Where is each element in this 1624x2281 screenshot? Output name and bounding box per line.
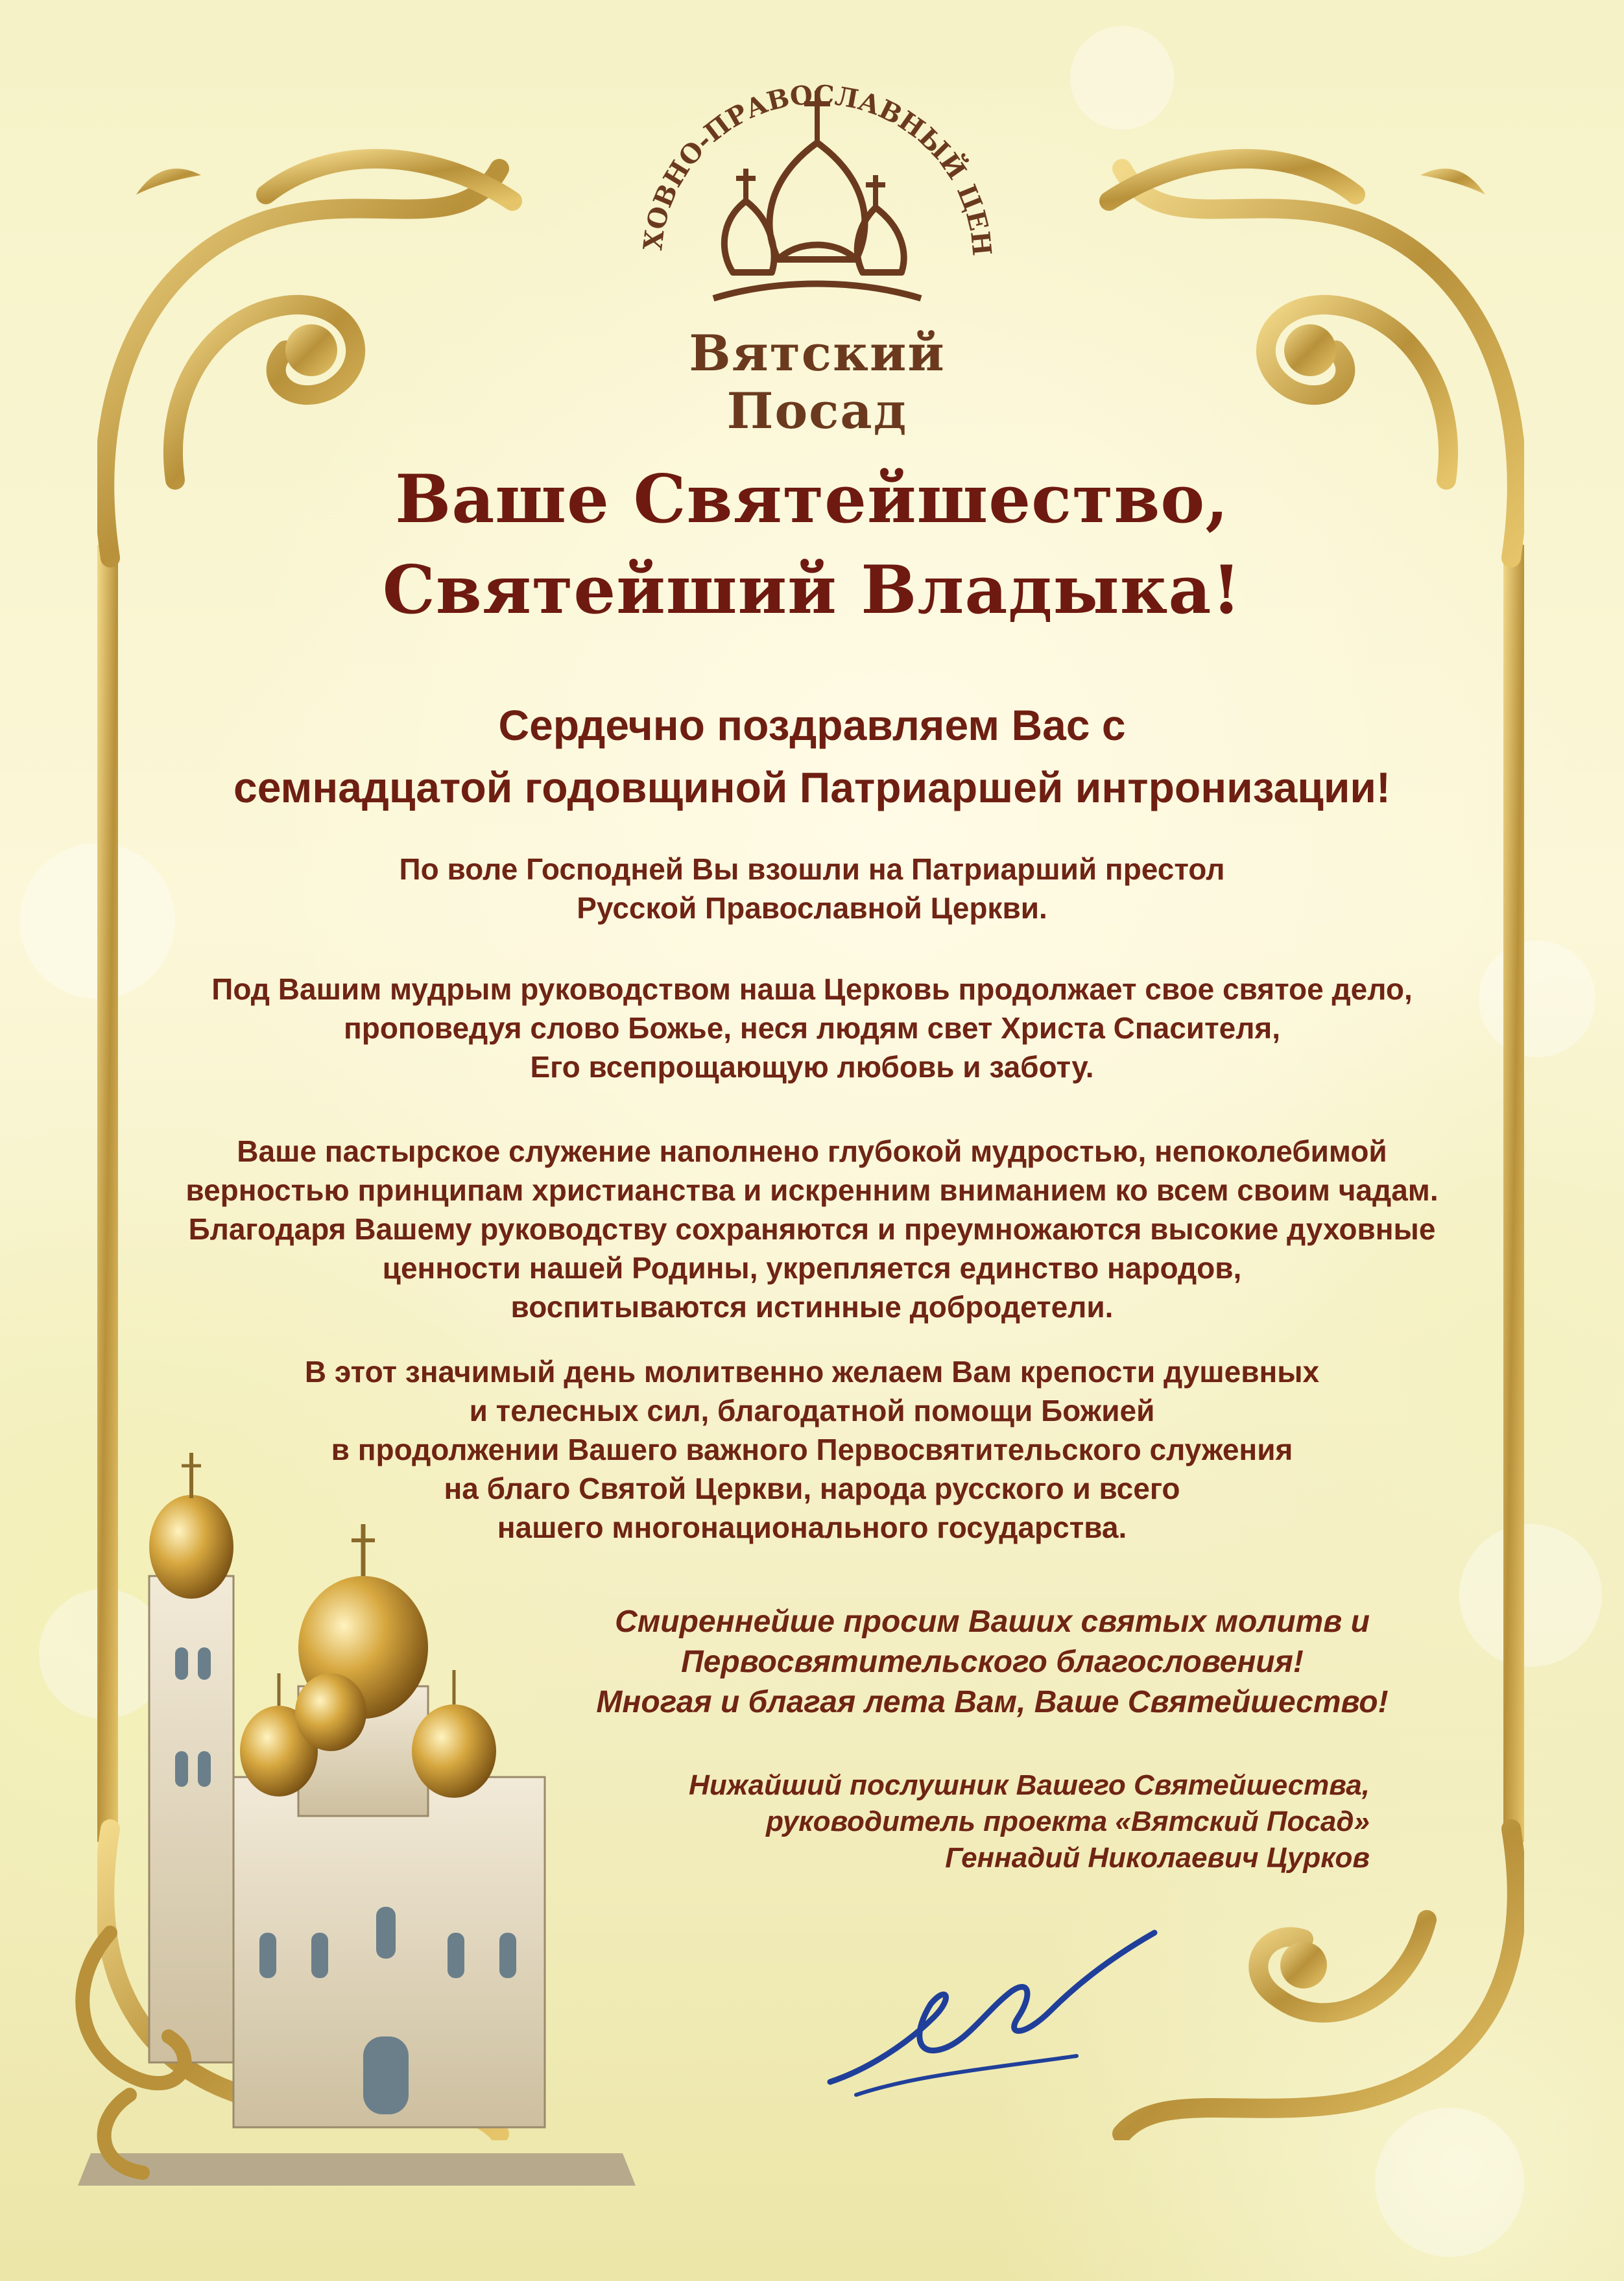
- paragraph-line: В этот значимый день молитвенно желаем Вам крепости душевных: [304, 1355, 1320, 1389]
- paragraph: [0, 1132, 1624, 1326]
- paragraph-line: в продолжении Вашего важного Первосвятительского служения: [331, 1433, 1293, 1466]
- title-line: Ваше Святейшество,: [395, 460, 1229, 538]
- paragraph-line: ценности нашей Родины, укрепляется единство народов,: [382, 1251, 1242, 1285]
- paragraph-line: Благодаря Вашему руководству сохраняются и преумножаются высокие духовные: [188, 1212, 1436, 1246]
- paragraph-line: верностью принципам христианства и искренним вниманием ко всем своим чадам.: [185, 1173, 1439, 1207]
- paragraph-line: воспитываются истинные добродетели.: [510, 1290, 1114, 1324]
- closing-line: Первосвятительского благословения!: [681, 1645, 1304, 1679]
- handwritten-signature: [817, 1907, 1180, 2101]
- bokeh-light: [1070, 26, 1174, 130]
- paragraph-line: Его всепрощающую любовь и заботу.: [530, 1050, 1094, 1084]
- closing-line: Смиреннейше просим Ваших святых молитв и: [615, 1605, 1370, 1639]
- logo-name: Вятский Посад: [689, 324, 946, 440]
- paragraph-line: нашего многонационального государства.: [497, 1511, 1127, 1544]
- logo: [616, 45, 1018, 440]
- paragraph-line: на благо Святой Церкви, народа русского и всего: [444, 1472, 1180, 1505]
- signature-line: руководитель проекта «Вятский Посад»: [766, 1806, 1370, 1837]
- paragraph-line: Русской Православной Церкви.: [577, 891, 1047, 925]
- logo-arc-text: ХОВНО-ПРАВОСЛАВНЫЙ ЦЕН: [638, 79, 997, 257]
- cathedral-image: [52, 1414, 636, 2192]
- paragraph-line: и телесных сил, благодатной помощи Божией: [469, 1394, 1155, 1427]
- closing-line: Многая и благая лета Вам, Ваше Святейшество!: [596, 1685, 1389, 1719]
- signature-line: Геннадий Николаевич Цурков: [945, 1842, 1370, 1874]
- paragraph-line: По воле Господней Вы взошли на Патриарший престол: [399, 852, 1225, 886]
- greeting-line: семнадцатой годовщиной Патриаршей интронизации!: [233, 763, 1391, 811]
- closing-wishes: [558, 1602, 1427, 1723]
- greeting-heading: [0, 694, 1624, 818]
- paragraph: [0, 850, 1624, 927]
- paragraph-line: Ваше пастырское служение наполнено глубокой мудростью, непоколебимой: [237, 1134, 1387, 1168]
- title-line: Святейший Владыка!: [382, 551, 1242, 629]
- page-title: [0, 454, 1624, 636]
- paragraph-line: проповедуя слово Божье, неся людям свет Христа Спасителя,: [343, 1011, 1281, 1045]
- paragraph: [0, 970, 1624, 1086]
- signature-line: Нижайший послушник Вашего Святейшества,: [689, 1769, 1370, 1801]
- paragraph-line: Под Вашим мудрым руководством наша Церковь продолжает свое святое дело,: [211, 972, 1413, 1006]
- signature-block: [527, 1767, 1370, 1876]
- greeting-line: Сердечно поздравляем Вас с: [498, 701, 1126, 749]
